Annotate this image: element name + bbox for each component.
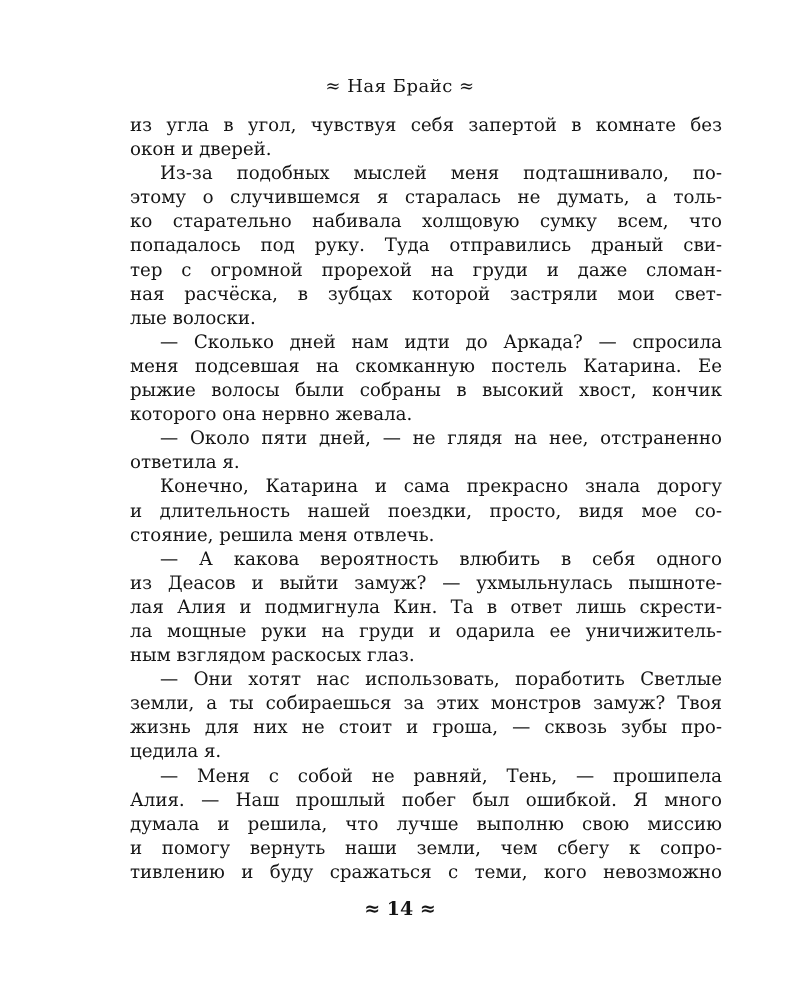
text-line: — Около пяти дней, — не глядя на нее, отстраненно	[160, 428, 722, 450]
text-line: земли, а ты собираешься за этих монстров замуж? Твоя	[130, 693, 722, 715]
text-line: тивлению и буду сражаться с теми, кого невозможно	[130, 861, 722, 883]
text-line: Алия. — Наш прошлый побег был ошибкой. Я много	[130, 789, 722, 811]
text-line: этому о случившемся я старалась не думать, а толь-	[130, 187, 722, 209]
text-line: ко старательно набивала холщовую сумку всем, что	[130, 211, 722, 233]
text-line: стояние, решила меня отвлечь.	[130, 524, 435, 546]
text-line: Конечно, Катарина и сама прекрасно знала дорогу	[160, 476, 722, 498]
text-line: окон и дверей.	[130, 139, 272, 161]
text-line: из Деасов и выйти замуж? — ухмыльнулась пышноте-	[130, 572, 722, 594]
text-line: рыжие волосы были собраны в высокий хвост, кончик	[130, 380, 722, 402]
text-line: ным взглядом раскосых глаз.	[130, 645, 415, 667]
text-line: — Меня с собой не равняй, Тень, — прошипела	[160, 765, 722, 787]
body-text	[130, 114, 722, 885]
text-line: цедила я.	[130, 741, 222, 763]
running-head: ≈ Ная Брайс ≈	[325, 76, 475, 97]
text-line: — Они хотят нас использовать, поработить Светлые	[160, 669, 722, 691]
text-line: и помогу вернуть наши земли, чем сбегу к сопро-	[130, 837, 722, 859]
text-line: ная расчёска, в зубцах которой застряли мои свет-	[130, 283, 722, 305]
text-line: из угла в угол, чувствуя себя запертой в комнате без	[130, 115, 722, 136]
text-line: и длительность нашей поездки, просто, видя мое со-	[130, 500, 722, 522]
text-line: тер с огромной прорехой на груди и даже сломан-	[130, 259, 722, 281]
text-line: попадалось под руку. Туда отправились драный сви-	[130, 235, 722, 257]
text-line: — Сколько дней нам идти до Аркада? — спросила	[160, 331, 722, 353]
text-line: лая Алия и подмигнула Кин. Та в ответ лишь скрести-	[130, 596, 722, 618]
page-number: ≈ 14 ≈	[364, 898, 436, 920]
text-line: — А какова вероятность влюбить в себя одного	[160, 548, 722, 570]
text-line: лые волоски.	[130, 307, 256, 329]
text-line: ла мощные руки на груди и одарила ее уничижитель-	[130, 620, 722, 642]
text-line: Из-за подобных мыслей меня подташнивало, по-	[160, 163, 722, 185]
text-line: жизнь для них не стоит и гроша, — сквозь зубы про-	[130, 717, 722, 739]
text-line: которого она нервно жевала.	[130, 404, 413, 426]
text-line: меня подсевшая на скомканную постель Катарина. Ее	[130, 355, 722, 377]
text-line: думала и решила, что лучше выполню свою миссию	[130, 813, 722, 835]
text-line: ответила я.	[130, 452, 240, 474]
